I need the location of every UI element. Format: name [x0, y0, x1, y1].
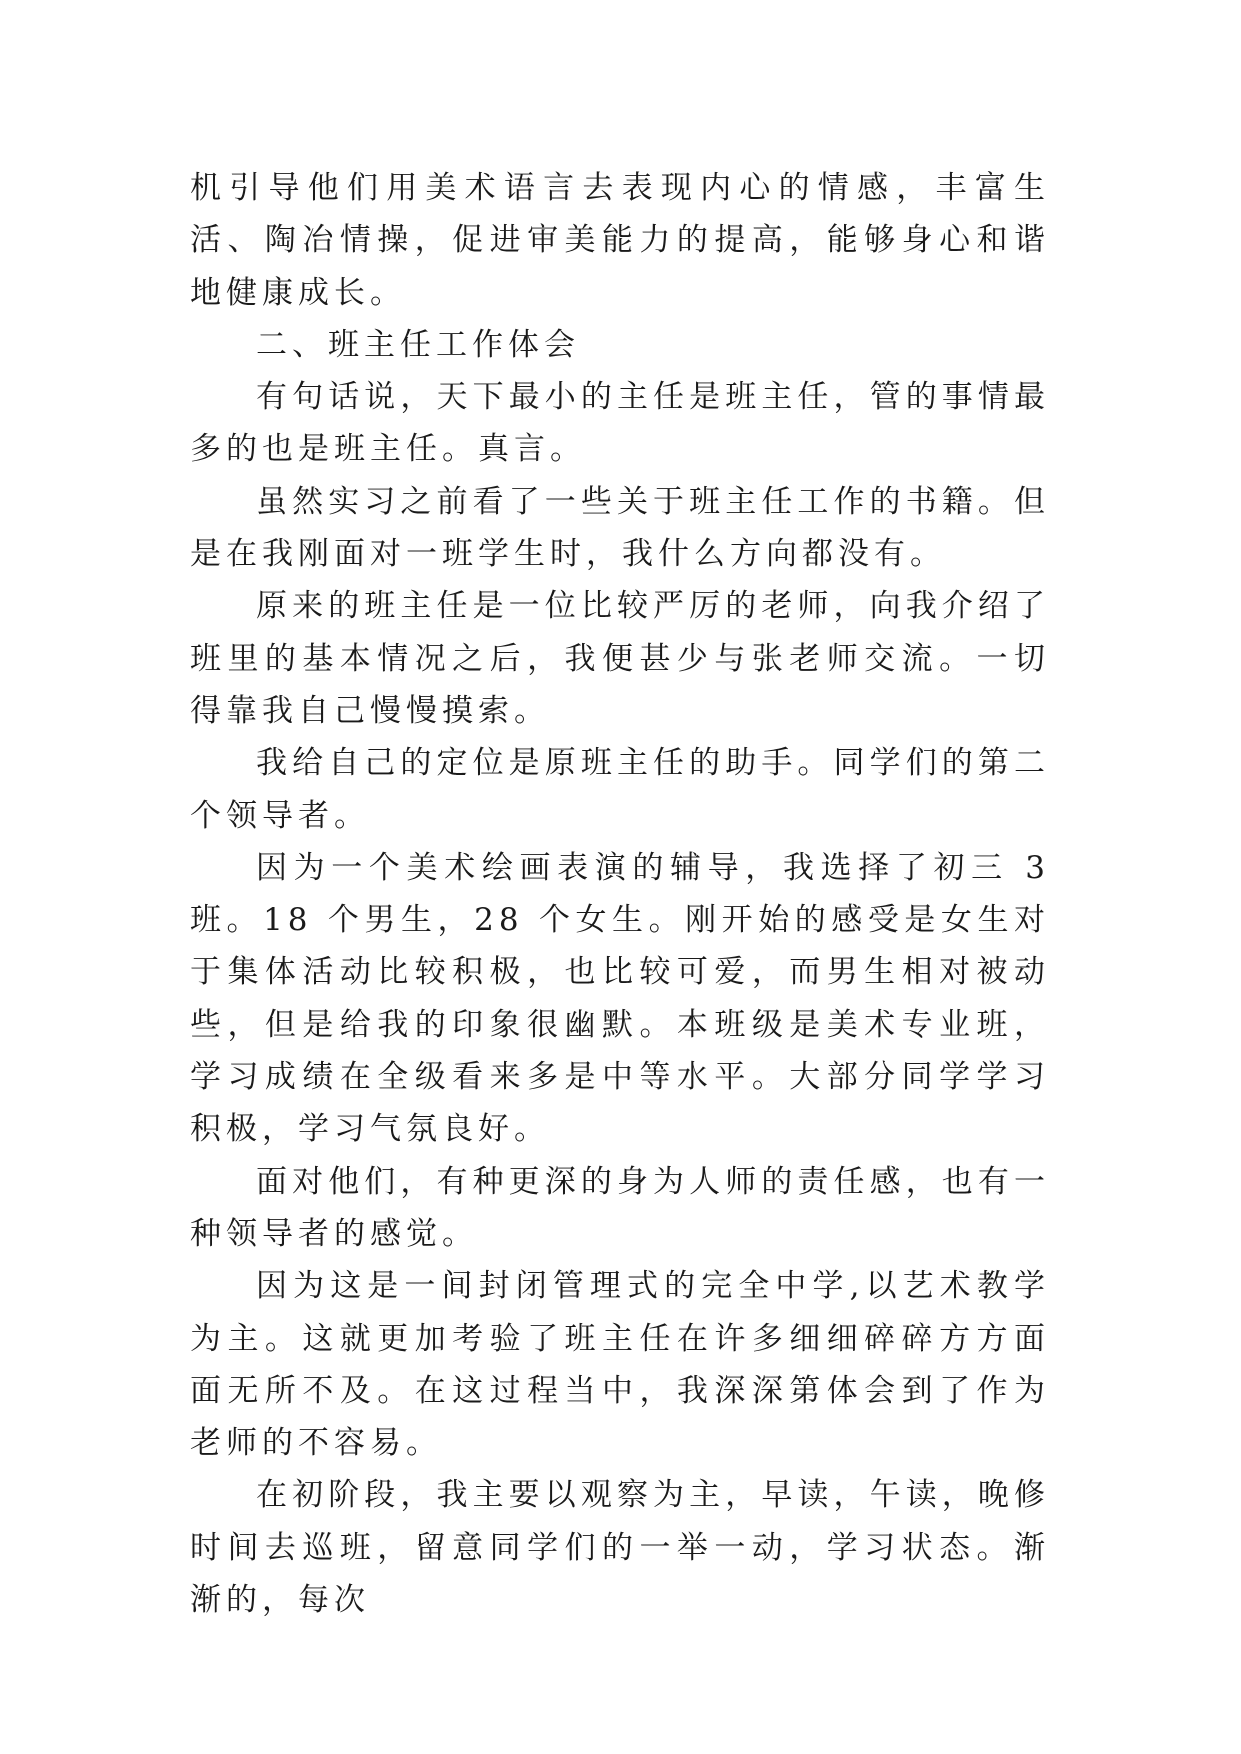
- paragraph-2: 有句话说，天下最小的主任是班主任，管的事情最多的也是班主任。真言。: [190, 379, 1050, 468]
- paragraph-3: 虽然实习之前看了一些关于班主任工作的书籍。但是在我刚面对一班学生时，我什么方向都没有。: [190, 483, 1050, 573]
- paragraph-6: 因为一个美术绘画表演的辅导，我选择了初三 3 班。18 个男生，28 个女生。刚开始的感受是女生对于集体活动比较积极，也比较可爱，而男生相对被动些，但是给我的印象很幽默。本班级是美术专业班，学习成绩在全级看来多是中等水平。大部分同学学习积极，学习气氛良好。: [190, 849, 1050, 1148]
- paragraph-9: 在初阶段，我主要以观察为主，早读，午读，晚修时间去巡班，留意同学们的一举一动，学习状态。渐渐的，每次: [190, 1477, 1050, 1619]
- paragraph-5: 我给自己的定位是原班主任的助手。同学们的第二个领导者。: [190, 745, 1050, 834]
- section-heading: 二、班主任工作体会: [256, 326, 580, 363]
- paragraph-1: 机引导他们用美术语言去表现内心的情感，丰富生活、陶冶情操，促进审美能力的提高，能够身心和谐地健康成长。: [190, 170, 1050, 311]
- document-body: [190, 162, 1050, 1626]
- paragraph-4: 原来的班主任是一位比较严厉的老师，向我介绍了班里的基本情况之后，我便甚少与张老师交流。一切得靠我自己慢慢摸索。: [190, 588, 1050, 729]
- paragraph-8: 因为这是一间封闭管理式的完全中学,以艺术教学为主。这就更加考验了班主任在许多细细碎碎方方面面无所不及。在这过程当中，我深深第体会到了作为老师的不容易。: [190, 1268, 1050, 1462]
- paragraph-7: 面对他们，有种更深的身为人师的责任感，也有一种领导者的感觉。: [190, 1163, 1050, 1252]
